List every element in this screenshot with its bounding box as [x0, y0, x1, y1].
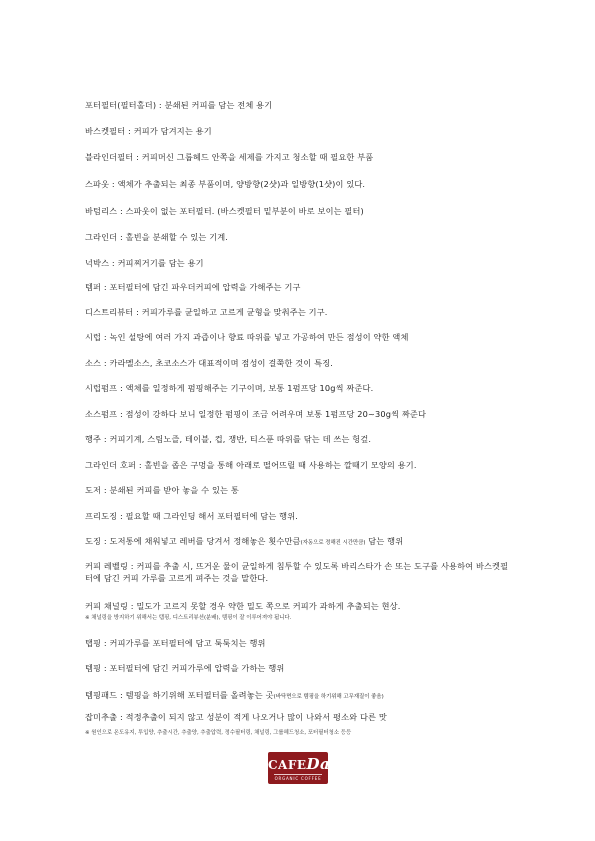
term-spout: 스파웃 : 액체가 추출되는 최종 부품이며, 양방향(2샷)과 일방향(1샷)이 있다.: [85, 179, 366, 189]
term-sauce: 소스 : 카라멜소스, 초코소스가 대표적이며 점성이 걸쭉한 것이 특징.: [85, 358, 334, 368]
term-tapping: 탭핑 : 커피가루를 포터필터에 담고 툭툭치는 행위: [85, 638, 266, 648]
term-knock-box: 넉박스 : 커피찌거기를 담는 용기: [85, 258, 204, 268]
tamping-pad-text: 템핑패드 : 템핑을 하기위해 포터필터를 올려놓는 곳: [85, 690, 274, 700]
logo-brand: CAFEDa: [268, 755, 331, 773]
term-distributor: 디스트리뷰터 : 커피가루를 균일하고 고르게 균형을 맞춰주는 기구.: [85, 307, 328, 317]
term-cloth: 행주 : 커피기계, 스팀노즐, 테이블, 컵, 쟁반, 티스푼 따위를 닦는 데 쓰는 헝겊.: [85, 434, 372, 444]
term-doser: 도저 : 분쇄된 커피를 받아 놓을 수 있는 통: [85, 485, 239, 495]
term-tamping-pad: [85, 689, 515, 703]
term-leveling: 커피 레벨링 : 커피를 추출 시, 뜨거운 물이 균일하게 침투할 수 있도록 바리스타가 손 또는 도구를 사용하여 바스켓필터에 담긴 커피 가루를 고르게 펴주는 것을 말한다.: [85, 561, 509, 583]
dosing-text: 도징 : 도저통에 채워넣고 레버를 당겨서 정해놓은 횟수만큼: [85, 536, 301, 546]
dosing-note: (자동으로 정해진 시간만큼): [300, 540, 366, 546]
term-blind-filter: 블라인더필터 : 커피머신 그룹헤드 안쪽을 세제를 가지고 청소할 때 필요한 부품: [85, 152, 374, 162]
term-sauce-pump: 소스펌프 : 점성이 강하다 보니 일정한 펌핑이 조금 어려우며 보통 1펌프당 20~30g씩 짜준다: [85, 409, 427, 419]
term-off-flavor: 잡미추출 : 적정추출이 되지 않고 성분이 적게 나오거나 많이 나와서 평소와 다른 맛: [85, 712, 387, 722]
term-pre-dosing: 프리도징 : 필요할 때 그라인딩 해서 포터필터에 담는 행위.: [85, 511, 299, 521]
term-syrup-pump: 시럽펌프 : 액체를 일정하게 펌핑해주는 기구이며, 보통 1펌프당 10g씩 짜준다.: [85, 383, 374, 393]
off-flavor-note: ※ 원인으로 온도유지, 투입양, 추출시간, 추출양, 추출압력, 정수필터링, 채널링, 그룹헤드청소, 포터필터청소 등등: [85, 730, 352, 736]
term-grinder: 그라인더 : 홀빈을 분쇄할 수 있는 기계.: [85, 232, 229, 242]
term-syrup: 시럽 : 녹인 설탕에 여러 가지 과즙이나 향료 따위를 넣고 가공하여 만든 점성이 약한 액체: [85, 332, 409, 342]
term-portafilter: 포터필터(필터홀더) : 분쇄된 커피를 담는 전체 용기: [85, 100, 273, 110]
dosing-tail: 담는 행위: [365, 536, 404, 546]
term-bottomless: 바텀리스 : 스파웃이 없는 포터필터. (바스켓필터 밑부분이 바로 보이는 필터): [85, 206, 364, 216]
term-tamper: 템퍼 : 포터필터에 담긴 파우더커피에 압력을 가해주는 기구: [85, 282, 301, 292]
term-channeling: 커피 채널링 : 밀도가 고르지 못할 경우 약한 밀도 쪽으로 커피가 과하게 추출되는 현상.: [85, 601, 401, 611]
term-grinder-hopper: 그라인더 호퍼 : 홀빈을 좁은 구멍을 통해 아래로 떨어뜨릴 때 사용하는 깔때기 모양의 용기.: [85, 460, 417, 470]
cafe-da-logo: [268, 752, 331, 784]
term-basket-filter: 바스켓필터 : 커피가 담겨지는 용기: [85, 126, 212, 136]
term-dosing: [85, 535, 515, 549]
channeling-note: ※ 채널링을 방지하기 위해서는 탭핑, 디스트리뷰션(분배), 템핑이 잘 이루어져야 됩니다.: [85, 615, 292, 621]
logo-tagline: ORGANIC COFFEE: [274, 776, 322, 781]
tamping-pad-note: (바닥면으로 템핑을 하기위해 고무재질이 좋음): [273, 694, 384, 700]
term-tamping: 템핑 : 포터필터에 담긴 커피가루에 압력을 가하는 행위: [85, 663, 285, 673]
